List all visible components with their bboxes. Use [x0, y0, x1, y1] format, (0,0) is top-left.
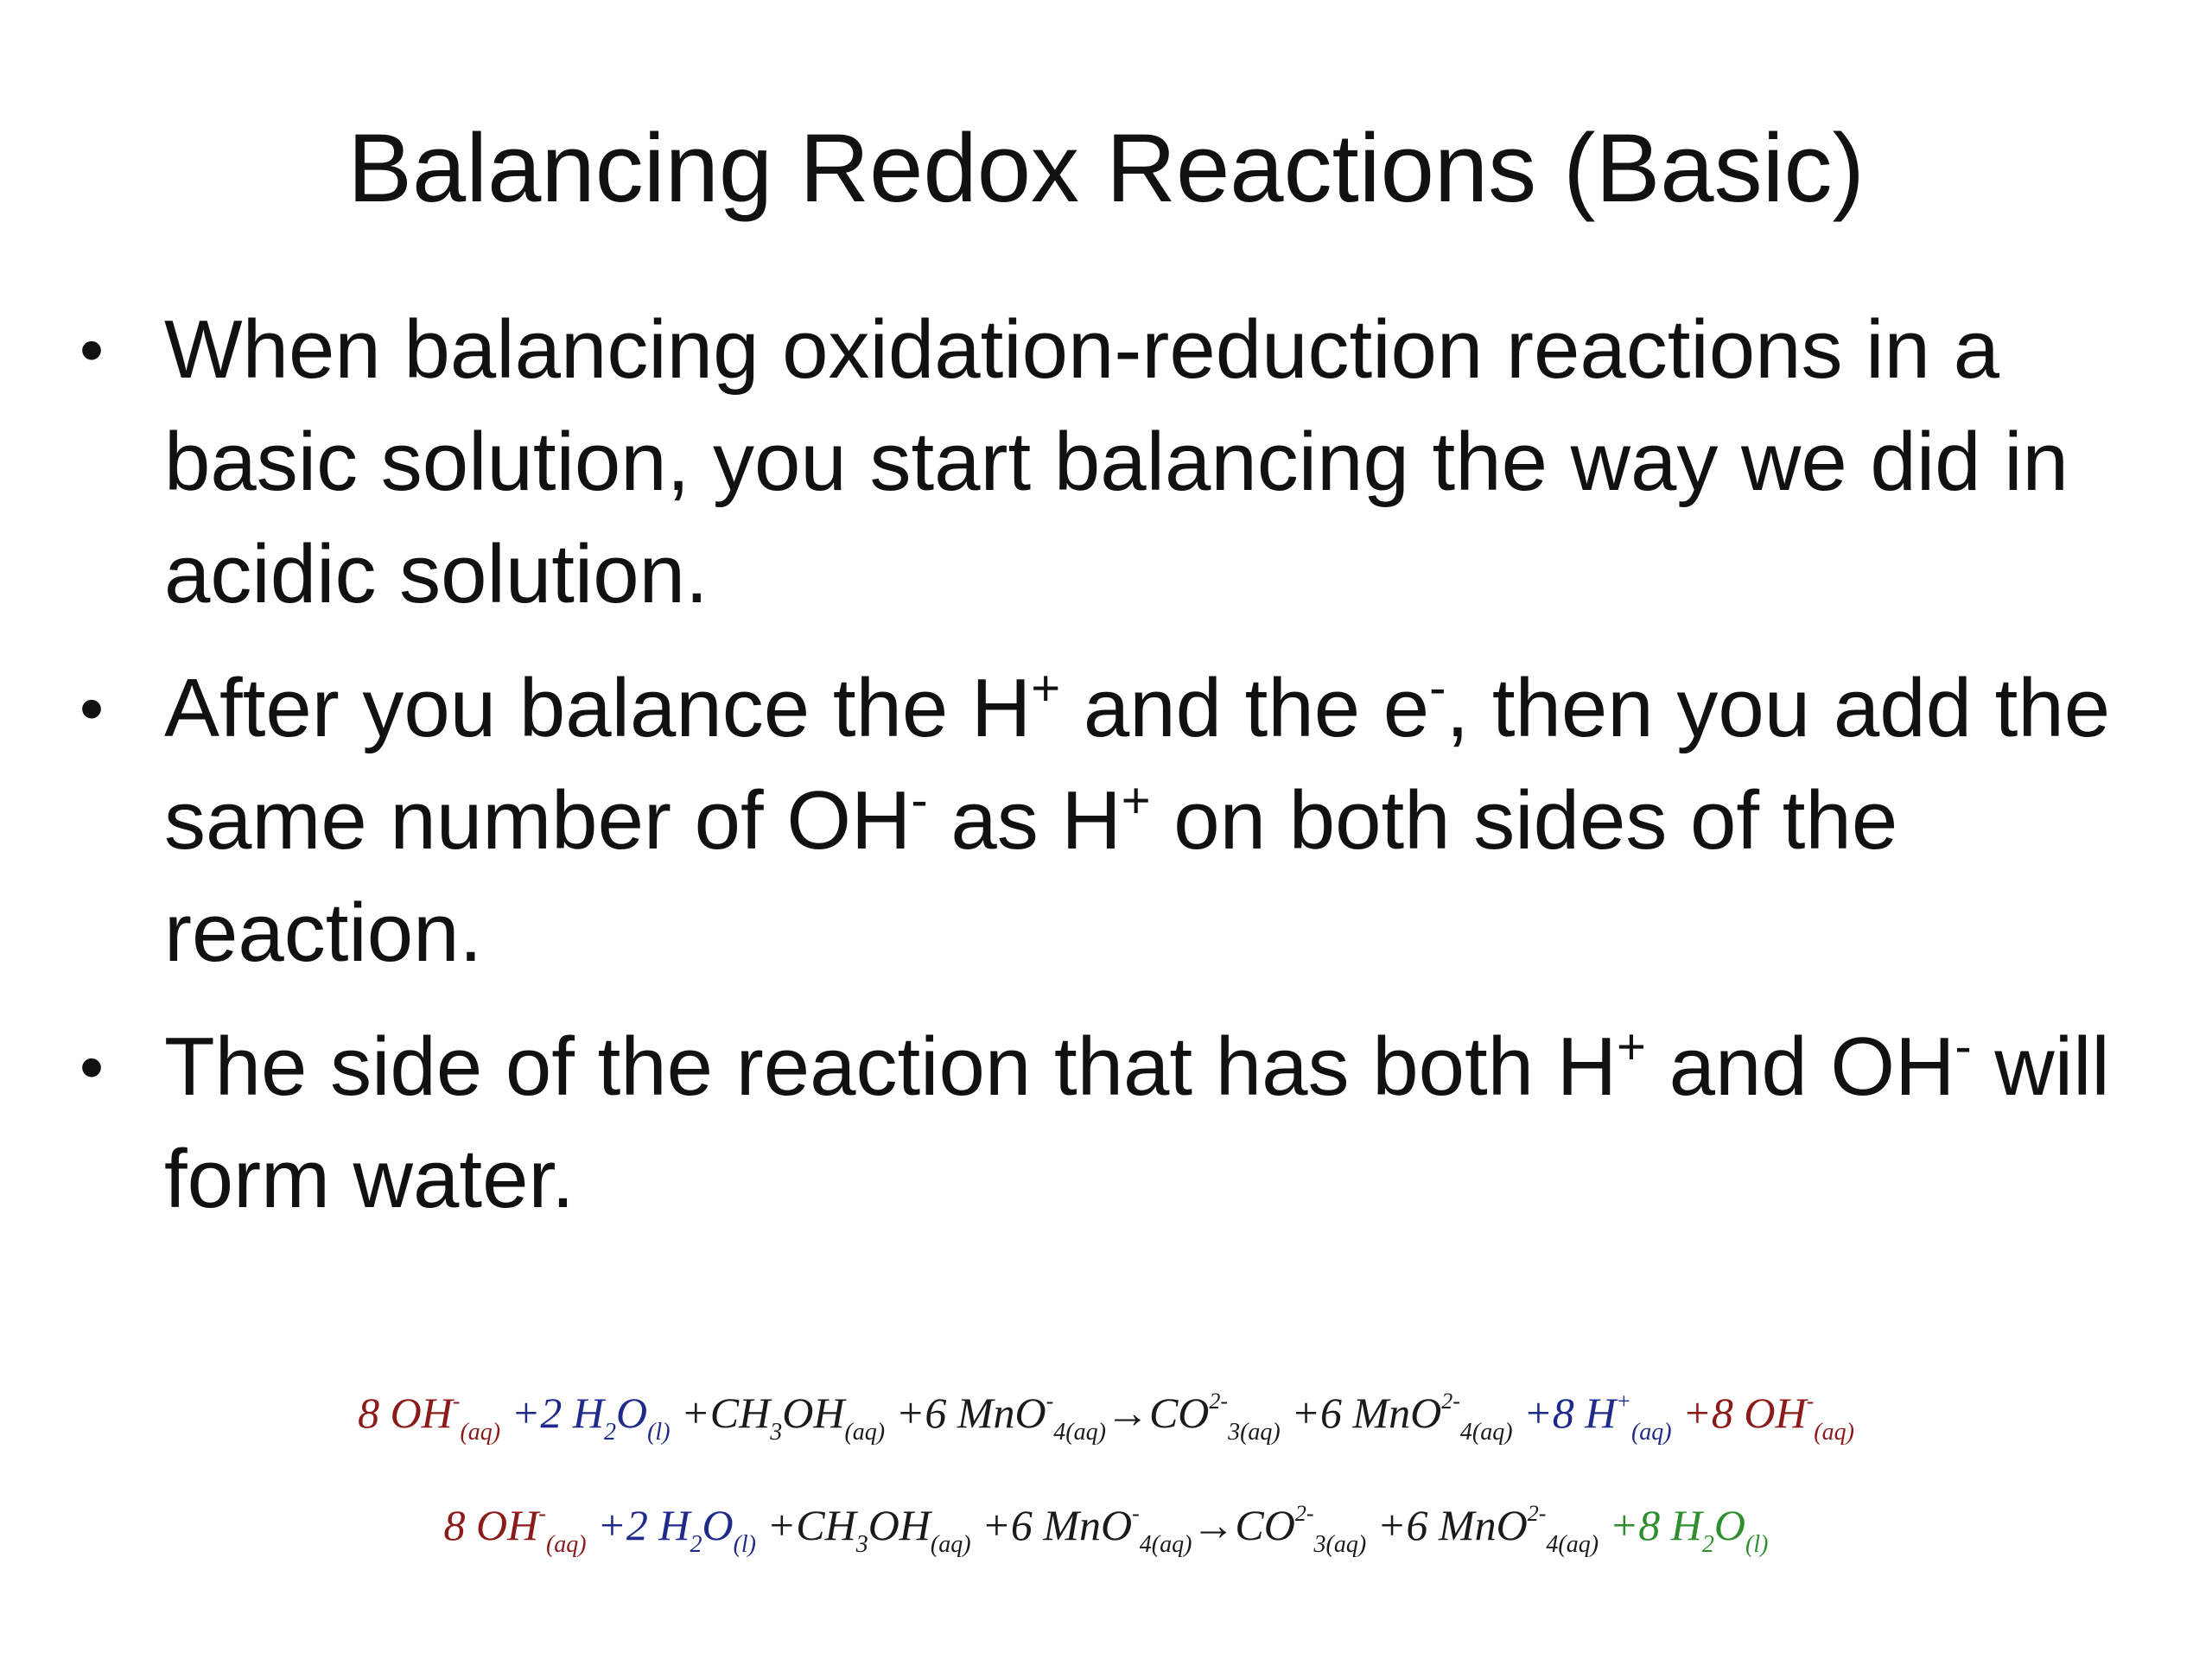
eq-subscript: 3 [855, 1531, 868, 1558]
eq-phase: (l) [733, 1531, 756, 1558]
eq-arrow: → [1105, 1389, 1149, 1437]
eq-phase: (aq) [545, 1531, 587, 1558]
eq-term-hydroxide [1671, 1389, 1854, 1446]
eq-text: +2 H [500, 1389, 604, 1437]
eq-charge: - [1132, 1501, 1140, 1526]
eq-charge: - [1046, 1389, 1054, 1414]
eq-subscript: 4 [1459, 1419, 1472, 1446]
eq-charge: - [1806, 1389, 1815, 1414]
eq-text: +CH [756, 1501, 856, 1549]
equation-line-2 [0, 1495, 2212, 1558]
bullet-text-segment: on both sides of the reaction. [164, 774, 1898, 979]
eq-subscript: 2 [690, 1531, 702, 1558]
bullet-item [78, 294, 2169, 631]
eq-subscript: 3 [1313, 1531, 1326, 1558]
bullet-marker: • [79, 1028, 105, 1105]
eq-text: +8 OH [1671, 1389, 1807, 1437]
eq-text: CO [1235, 1501, 1295, 1549]
bullet-item [78, 1011, 2169, 1236]
eq-term-carbonate [1148, 1389, 1281, 1446]
eq-phase: (aq) [930, 1531, 971, 1558]
bullet-text: When balancing oxidation-reduction reactions in a basic solution, you start balancing the way we did in acidic solution. [164, 303, 2069, 620]
eq-text: 8 OH [358, 1389, 453, 1437]
eq-text: +6 MnO [970, 1501, 1133, 1549]
eq-charge: - [538, 1501, 546, 1526]
eq-charge: 2- [1441, 1389, 1460, 1414]
eq-text: +8 H [1512, 1389, 1617, 1437]
superscript: + [1031, 660, 1061, 716]
eq-charge: 2- [1209, 1389, 1229, 1414]
eq-term-carbonate [1235, 1501, 1367, 1558]
bullet-text-segment: and the e [1060, 662, 1430, 754]
superscript: + [1121, 772, 1151, 829]
eq-term-hydroxide [443, 1501, 587, 1558]
eq-phase: (aq) [1240, 1419, 1281, 1446]
eq-text: +6 MnO [885, 1389, 1046, 1437]
eq-phase: (aq) [844, 1419, 886, 1446]
eq-term-proton [1512, 1389, 1672, 1446]
eq-subscript: 4 [1053, 1419, 1066, 1446]
bullet-text-segment: , then you add the same number of OH [164, 662, 2111, 867]
eq-text: +2 H [586, 1501, 690, 1549]
bullet-marker: • [79, 670, 105, 747]
bullet-text-segment: After you balance the H [164, 662, 1032, 754]
eq-term-hydroxide [358, 1389, 501, 1446]
eq-charge: 2- [1527, 1501, 1547, 1526]
eq-term-water-product [1599, 1501, 1769, 1558]
eq-charge: - [452, 1389, 461, 1414]
equation-line-1 [0, 1382, 2212, 1446]
eq-subscript: 2 [1701, 1531, 1714, 1558]
eq-charge: + [1616, 1389, 1631, 1414]
eq-term-water [500, 1389, 671, 1446]
eq-text: +8 H [1599, 1501, 1702, 1549]
eq-text: CO [1148, 1389, 1210, 1437]
superscript: - [1955, 1019, 1972, 1075]
eq-phase: (aq) [1325, 1531, 1367, 1558]
eq-text: O [702, 1501, 734, 1549]
bullet-list [78, 294, 2169, 1257]
eq-phase: (l) [647, 1419, 671, 1446]
eq-term-manganate [1280, 1389, 1513, 1446]
eq-text: OH [782, 1389, 845, 1437]
eq-phase: (aq) [1471, 1419, 1513, 1446]
eq-text: +6 MnO [1366, 1501, 1528, 1549]
eq-phase: (aq) [460, 1419, 501, 1446]
superscript: - [911, 772, 928, 829]
eq-text: 8 OH [443, 1501, 539, 1549]
bullet-marker: • [79, 311, 105, 388]
eq-arrow: → [1192, 1501, 1236, 1549]
superscript: - [1429, 660, 1446, 716]
eq-text: +CH [670, 1389, 771, 1437]
eq-term-permanganate [970, 1501, 1192, 1558]
eq-term-permanganate [885, 1389, 1106, 1446]
eq-subscript: 3 [1228, 1419, 1241, 1446]
eq-subscript: 4 [1546, 1531, 1559, 1558]
eq-phase: (l) [1745, 1531, 1769, 1558]
bullet-text-segment: will form water. [164, 1020, 2110, 1225]
eq-phase: (aq) [1630, 1419, 1672, 1446]
bullet-text-segment: and OH [1645, 1020, 1955, 1113]
bullet-text-segment: The side of the reaction that has both H [164, 1020, 1618, 1113]
eq-term-methanol [670, 1389, 886, 1446]
eq-subscript: 4 [1139, 1531, 1152, 1558]
eq-phase: (aq) [1814, 1419, 1854, 1446]
bullet-item [78, 652, 2169, 989]
eq-text: OH [868, 1501, 931, 1549]
eq-phase: (aq) [1151, 1531, 1192, 1558]
equation-figure [0, 1382, 2212, 1558]
eq-term-manganate [1366, 1501, 1599, 1558]
eq-subscript: 2 [603, 1419, 616, 1446]
eq-phase: (aq) [1558, 1531, 1599, 1558]
slide-title: Balancing Redox Reactions (Basic) [347, 114, 1865, 222]
eq-subscript: 3 [770, 1419, 783, 1446]
eq-term-water [586, 1501, 756, 1558]
bullet-text-segment: as H [927, 774, 1122, 867]
eq-text: O [615, 1389, 648, 1437]
eq-term-methanol [756, 1501, 971, 1558]
eq-phase: (aq) [1065, 1419, 1106, 1446]
superscript: + [1617, 1019, 1646, 1075]
eq-text: O [1713, 1501, 1745, 1549]
eq-text: +6 MnO [1280, 1389, 1442, 1437]
eq-charge: 2- [1294, 1501, 1314, 1526]
